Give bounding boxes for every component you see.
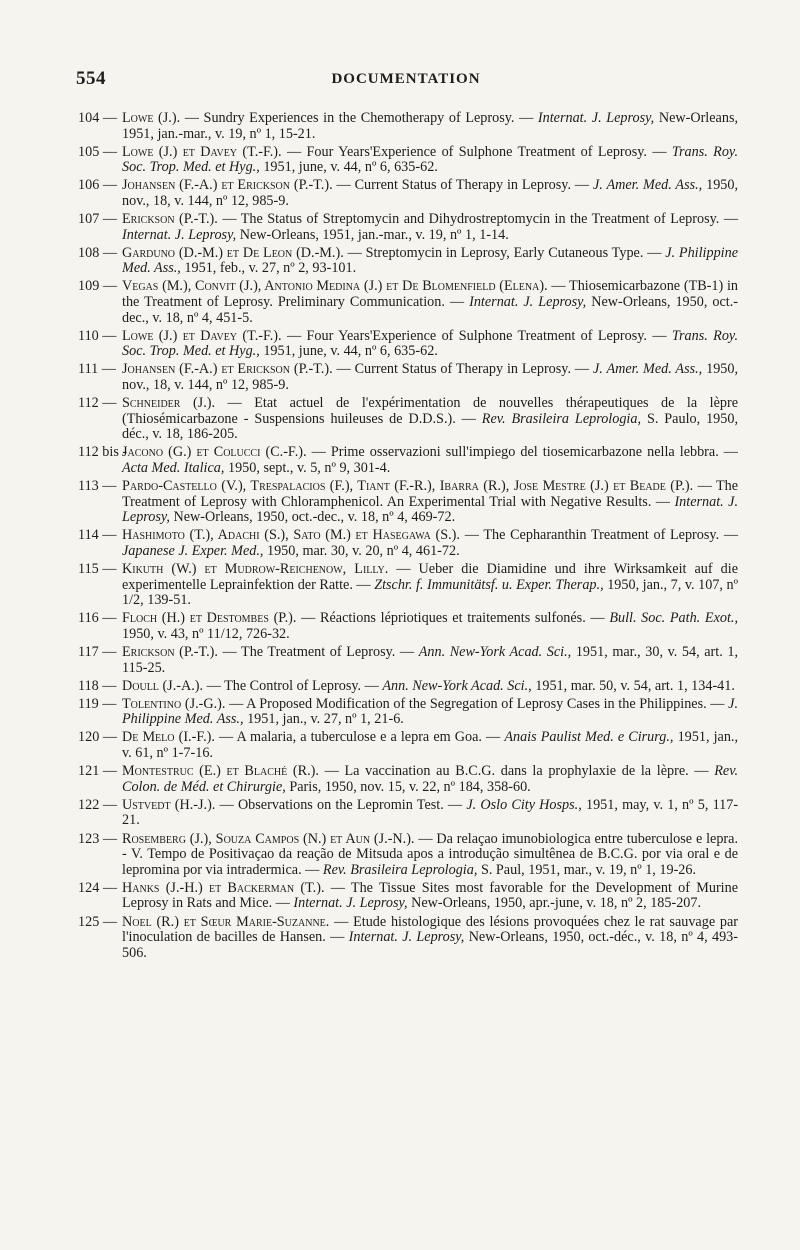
entry-authors: Hashimoto (T.), Adachi (S.), Sato (M.) et Hasegawa (S.). [122, 527, 460, 544]
entry-number: 117 — [78, 644, 117, 660]
entry-details: 1950, jan., 7, v. 107, nº 1/2, 139-51. [122, 576, 739, 609]
entry-authors: Johansen (F.-A.) et Erickson (P.-T.). [122, 361, 333, 378]
entry-title: — Ueber die Diamidine und ihre Wirksamkeit auf die experimentelle Leprainfektion der Ratte. — [122, 561, 738, 593]
entry-authors: Lowe (J.) et Davey (T.-F.). [122, 143, 282, 160]
entry-source: Internat. J. Leprosy, [122, 226, 237, 243]
entry-authors: Schneider (J.). [122, 395, 216, 412]
bibliography-entry [76, 329, 738, 360]
bibliography-entry [76, 881, 738, 912]
entry-title: — Current Status of Therapy in Leprosy. — [336, 361, 590, 378]
entry-authors: Rosemberg (J.), Souza Campos (N.) et Aun (J.-N.). [122, 830, 415, 847]
entry-title: — La vaccination au B.C.G. dans la prophylaxie de la lèpre. — [324, 763, 709, 780]
entry-source: Ann. New-York Acad. Sci., [418, 644, 572, 660]
entry-number: 108 — [78, 244, 118, 261]
entry-details: New-Orleans, 1951, jan.-mar., v. 19, nº 1, 1-14. [239, 226, 509, 243]
entry-title: — Prime osservazioni sull'impiego del tiosemicarbazone nella lebbra. — [311, 444, 738, 461]
running-title: DOCUMENTATION [331, 71, 481, 87]
entry-number: 116 — [78, 610, 117, 627]
entry-authors: Lowe (J.) et Davey (T.-F.). [122, 327, 282, 344]
entry-authors: Garduno (D.-M.) et De Leon (D.-M.). [122, 244, 344, 261]
bibliography-entry [76, 562, 738, 609]
entry-title: — The Tissue Sites most favorable for the Development of Murine Leprosy in Rats and Mice. — [122, 879, 738, 912]
entry-authors: Floch (H.) et Destombes (P.). [122, 610, 297, 627]
entry-source: Internat. J. Leprosy, [122, 493, 738, 526]
entry-details: 1951, june, v. 44, nº 6, 635-62. [263, 159, 438, 176]
entry-number: 109 — [78, 278, 118, 295]
entry-details: 1950, v. 43, nº 11/12, 726-32. [122, 625, 290, 642]
entry-number: 111 — [78, 361, 116, 378]
entry-details: 1951, mar. 50, v. 54, art. 1, 134-41. [535, 677, 735, 694]
entry-source: J. Oslo City Hosps., [466, 796, 582, 813]
entry-details: S. Paul, 1951, mar., v. 19, nº 1, 19-26. [480, 861, 697, 878]
entry-title: — The Cepharanthin Treatment of Leprosy. — [464, 527, 739, 544]
entry-number: 112 bis - [78, 444, 128, 461]
entry-source: Acta Med. Italica, [122, 459, 225, 476]
bibliography-entry [76, 528, 738, 559]
entry-authors: Erickson (P.-T.). [122, 211, 218, 228]
entry-source: J. Philippine Med. Ass., [122, 244, 739, 277]
bibliography-entry [76, 915, 738, 962]
entry-number: 106 — [78, 177, 118, 194]
entry-authors: Hanks (J.-H.) et Backerman (T.). [122, 879, 325, 896]
entry-source: Internat. J. Leprosy, [469, 294, 587, 311]
entry-title: — Réactions lépriotiques et traitements sulfonés. — [301, 610, 605, 627]
bibliography-entry [76, 645, 738, 676]
entry-source: Internat. J. Leprosy, [537, 110, 655, 126]
entry-title: — Observations on the Lepromin Test. — [219, 796, 463, 813]
entry-source: Ann. New-York Acad. Sci., [382, 677, 532, 694]
entry-number: 114 — [78, 527, 117, 544]
entry-details: 1951, mar., 30, v. 54, art. 1, 115-25. [122, 644, 738, 676]
entry-number: 113 — [78, 478, 117, 495]
entry-source: Bull. Soc. Path. Exot., [609, 610, 739, 627]
entry-details: Paris, 1950, nov. 15, v. 22, nº 184, 358-60. [289, 778, 531, 795]
entry-details: 1950, sept., v. 5, nº 9, 301-4. [227, 459, 391, 476]
bibliography-entry [76, 679, 738, 695]
bibliography-entry [76, 730, 738, 761]
entry-authors: Lowe (J.). [122, 110, 181, 126]
entry-details: New-Orleans, 1950, apr.-june, v. 18, nº 2, 185-207. [411, 895, 702, 912]
entry-authors: Montestruc (E.) et Blaché (R.). [122, 763, 319, 780]
entry-number: 119 — [78, 695, 117, 712]
entry-authors: Kikuth (W.) et Mudrow-Reichenow, Lilly. [122, 561, 389, 578]
entry-details: New-Orleans, 1951, jan.-mar., v. 19, nº 1, 15-21. [122, 110, 739, 142]
bibliography-entry [76, 246, 738, 277]
entry-title: — Thiosemicarbazone (TB-1) in the Treatment of Leprosy. Preliminary Communication. — [122, 278, 739, 311]
entry-source: Trans. Roy. Soc. Trop. Med. et Hyg., [122, 327, 738, 360]
entry-number: 107 — [78, 211, 118, 228]
bibliography-entry [76, 697, 738, 728]
entry-number: 112 — [78, 395, 117, 412]
entry-title: — Current Status of Therapy in Leprosy. — [336, 177, 590, 194]
entry-source: J. Amer. Med. Ass., [592, 361, 703, 378]
entry-number: 124 — [78, 879, 118, 896]
entry-source: Anais Paulist Med. e Cirurg., [504, 729, 674, 746]
entry-authors: Johansen (F.-A.) et Erickson (P.-T.). [122, 177, 333, 194]
entry-title: — Etat actuel de l'expérimentation de nouvelles thérapeutiques de la lèpre (Thiosémicarbazone - Suspensions huileuses de D.D.S.). — [122, 395, 739, 427]
entry-details: 1950, nov., 18, v. 144, nº 12, 985-9. [122, 361, 739, 393]
entry-details: 1951, june, v. 44, nº 6, 635-62. [263, 343, 438, 360]
entry-number: 118 — [78, 677, 117, 694]
bibliography-entry [76, 798, 738, 829]
entry-authors: Noel (R.) et Sœur Marie-Suzanne. [122, 913, 330, 930]
bibliography-entry [76, 445, 738, 476]
entry-title: — The Treatment of Leprosy with Chloramphenicol. An Experimental Trial with Negative Results. — [122, 478, 739, 510]
entry-authors: Tolentino (J.-G.). [122, 695, 226, 712]
entry-details: S. Paulo, 1950, déc., v. 18, 186-205. [122, 410, 738, 443]
bibliography-entry [76, 396, 738, 443]
entry-title: — The Treatment of Leprosy. — [222, 644, 415, 660]
entry-source: J. Amer. Med. Ass., [592, 177, 703, 194]
bibliography-list [76, 111, 738, 964]
bibliography-entry [76, 212, 738, 243]
entry-authors: De Melo (I.-F.). [122, 729, 215, 746]
entry-authors: Jacono (G.) et Colucci (C.-F.). [122, 444, 307, 461]
entry-source: Rev. Brasileira Leprologia, [481, 410, 642, 427]
entry-details: New-Orleans, 1950, oct.-dec., v. 18, nº 4, 469-72. [173, 509, 456, 526]
entry-details: 1950, nov., 18, v. 144, nº 12, 985-9. [122, 177, 739, 209]
entry-source: Japanese J. Exper. Med., [122, 542, 264, 559]
entry-source: Rev. Colon. de Méd. et Chirurgie, [122, 763, 738, 795]
entry-source: Rev. Brasileira Leprologia, [322, 861, 478, 878]
entry-title: — Sundry Experiences in the Chemotherapy of Leprosy. — [184, 110, 534, 126]
entry-authors: Pardo-Castello (V.), Trespalacios (F.), Tiant (F.-R.), Ibarra (R.), Jose Mestre (J.) et Beade (P.). [122, 478, 694, 495]
entry-details: 1951, feb., v. 27, nº 2, 93-101. [184, 260, 357, 277]
entry-source: Internat. J. Leprosy, [293, 895, 408, 912]
entry-title: — The Status of Streptomycin and Dihydrostreptomycin in the Treatment of Leprosy. — [222, 211, 739, 228]
entry-details: New-Orleans, 1950, oct.-dec., v. 18, nº 4, 451-5. [122, 294, 738, 326]
entry-source: Ztschr. f. Immunitätsf. u. Exper. Therap., [374, 576, 604, 593]
bibliography-entry [76, 479, 738, 526]
entry-authors: Ustvedt (H.-J.). [122, 796, 216, 813]
entry-source: J. Philippine Med. Ass., [122, 695, 739, 728]
bibliography-entry [76, 178, 738, 209]
entry-details: 1951, may, v. 1, nº 5, 117-21. [122, 796, 739, 829]
entry-number: 125 — [78, 913, 118, 930]
entry-details: 1951, jan., v. 61, nº 1-7-16. [122, 729, 739, 762]
entry-details: New-Orleans, 1950, oct.-déc., v. 18, nº 4, 493-506. [122, 929, 739, 961]
bibliography-entry [76, 764, 738, 795]
entry-authors: Vegas (M.), Convit (J.), Antonio Medina (J.) et De Blomenfield (Elena). [122, 278, 548, 295]
bibliography-entry [76, 279, 738, 326]
entry-number: 104 — [78, 110, 118, 126]
entry-authors: Erickson (P.-T.). [122, 644, 218, 660]
entry-number: 121 — [78, 763, 118, 780]
entry-title: — Four Years'Experience of Sulphone Treatment of Leprosy. — [286, 327, 667, 344]
entry-details: 1951, jan., v. 27, nº 1, 21-6. [247, 711, 404, 728]
entry-number: 115 — [78, 561, 117, 578]
page-header [76, 68, 736, 92]
entry-title: — A malaria, a tuberculose e a lepra em Goa. — [218, 729, 501, 746]
entry-title: — Streptomycin in Leprosy, Early Cutaneous Type. — [347, 244, 662, 261]
bibliography-entry [76, 611, 738, 642]
bibliography-entry [76, 832, 738, 879]
bibliography-entry [76, 362, 738, 393]
entry-number: 120 — [78, 729, 118, 746]
bibliography-entry [76, 111, 738, 142]
entry-authors: Doull (J.-A.). [122, 677, 204, 694]
entry-number: 110 — [78, 327, 117, 344]
entry-title: — Etude histologique des lésions provoquées chez le rat sauvage par l'inoculation de bacilles de Hansen. — [122, 913, 739, 946]
bibliography-entry [76, 145, 738, 176]
entry-details: 1950, mar. 30, v. 20, nº 4, 461-72. [266, 542, 460, 559]
entry-number: 122 — [78, 796, 118, 813]
entry-title: — A Proposed Modification of the Segregation of Leprosy Cases in the Philippines. — [229, 695, 725, 712]
entry-title: — The Control of Leprosy. — [206, 677, 379, 694]
entry-source: Internat. J. Leprosy, [348, 929, 465, 946]
page-number: 554 [76, 68, 106, 89]
entry-title: — Four Years'Experience of Sulphone Treatment of Leprosy. — [286, 143, 667, 160]
entry-number: 105 — [78, 143, 118, 160]
entry-title: — Da relaçao imunobiologica entre tuberculose e lepra. - V. Tempo de Positivaçao da reação de Mitsuda apos a introdução simultênea de B.C.G. por via oral e de lepromina por via intradermica. — [122, 830, 738, 878]
entry-source: Trans. Roy. Soc. Trop. Med. et Hyg., [122, 143, 738, 176]
entry-number: 123 — [78, 830, 118, 847]
